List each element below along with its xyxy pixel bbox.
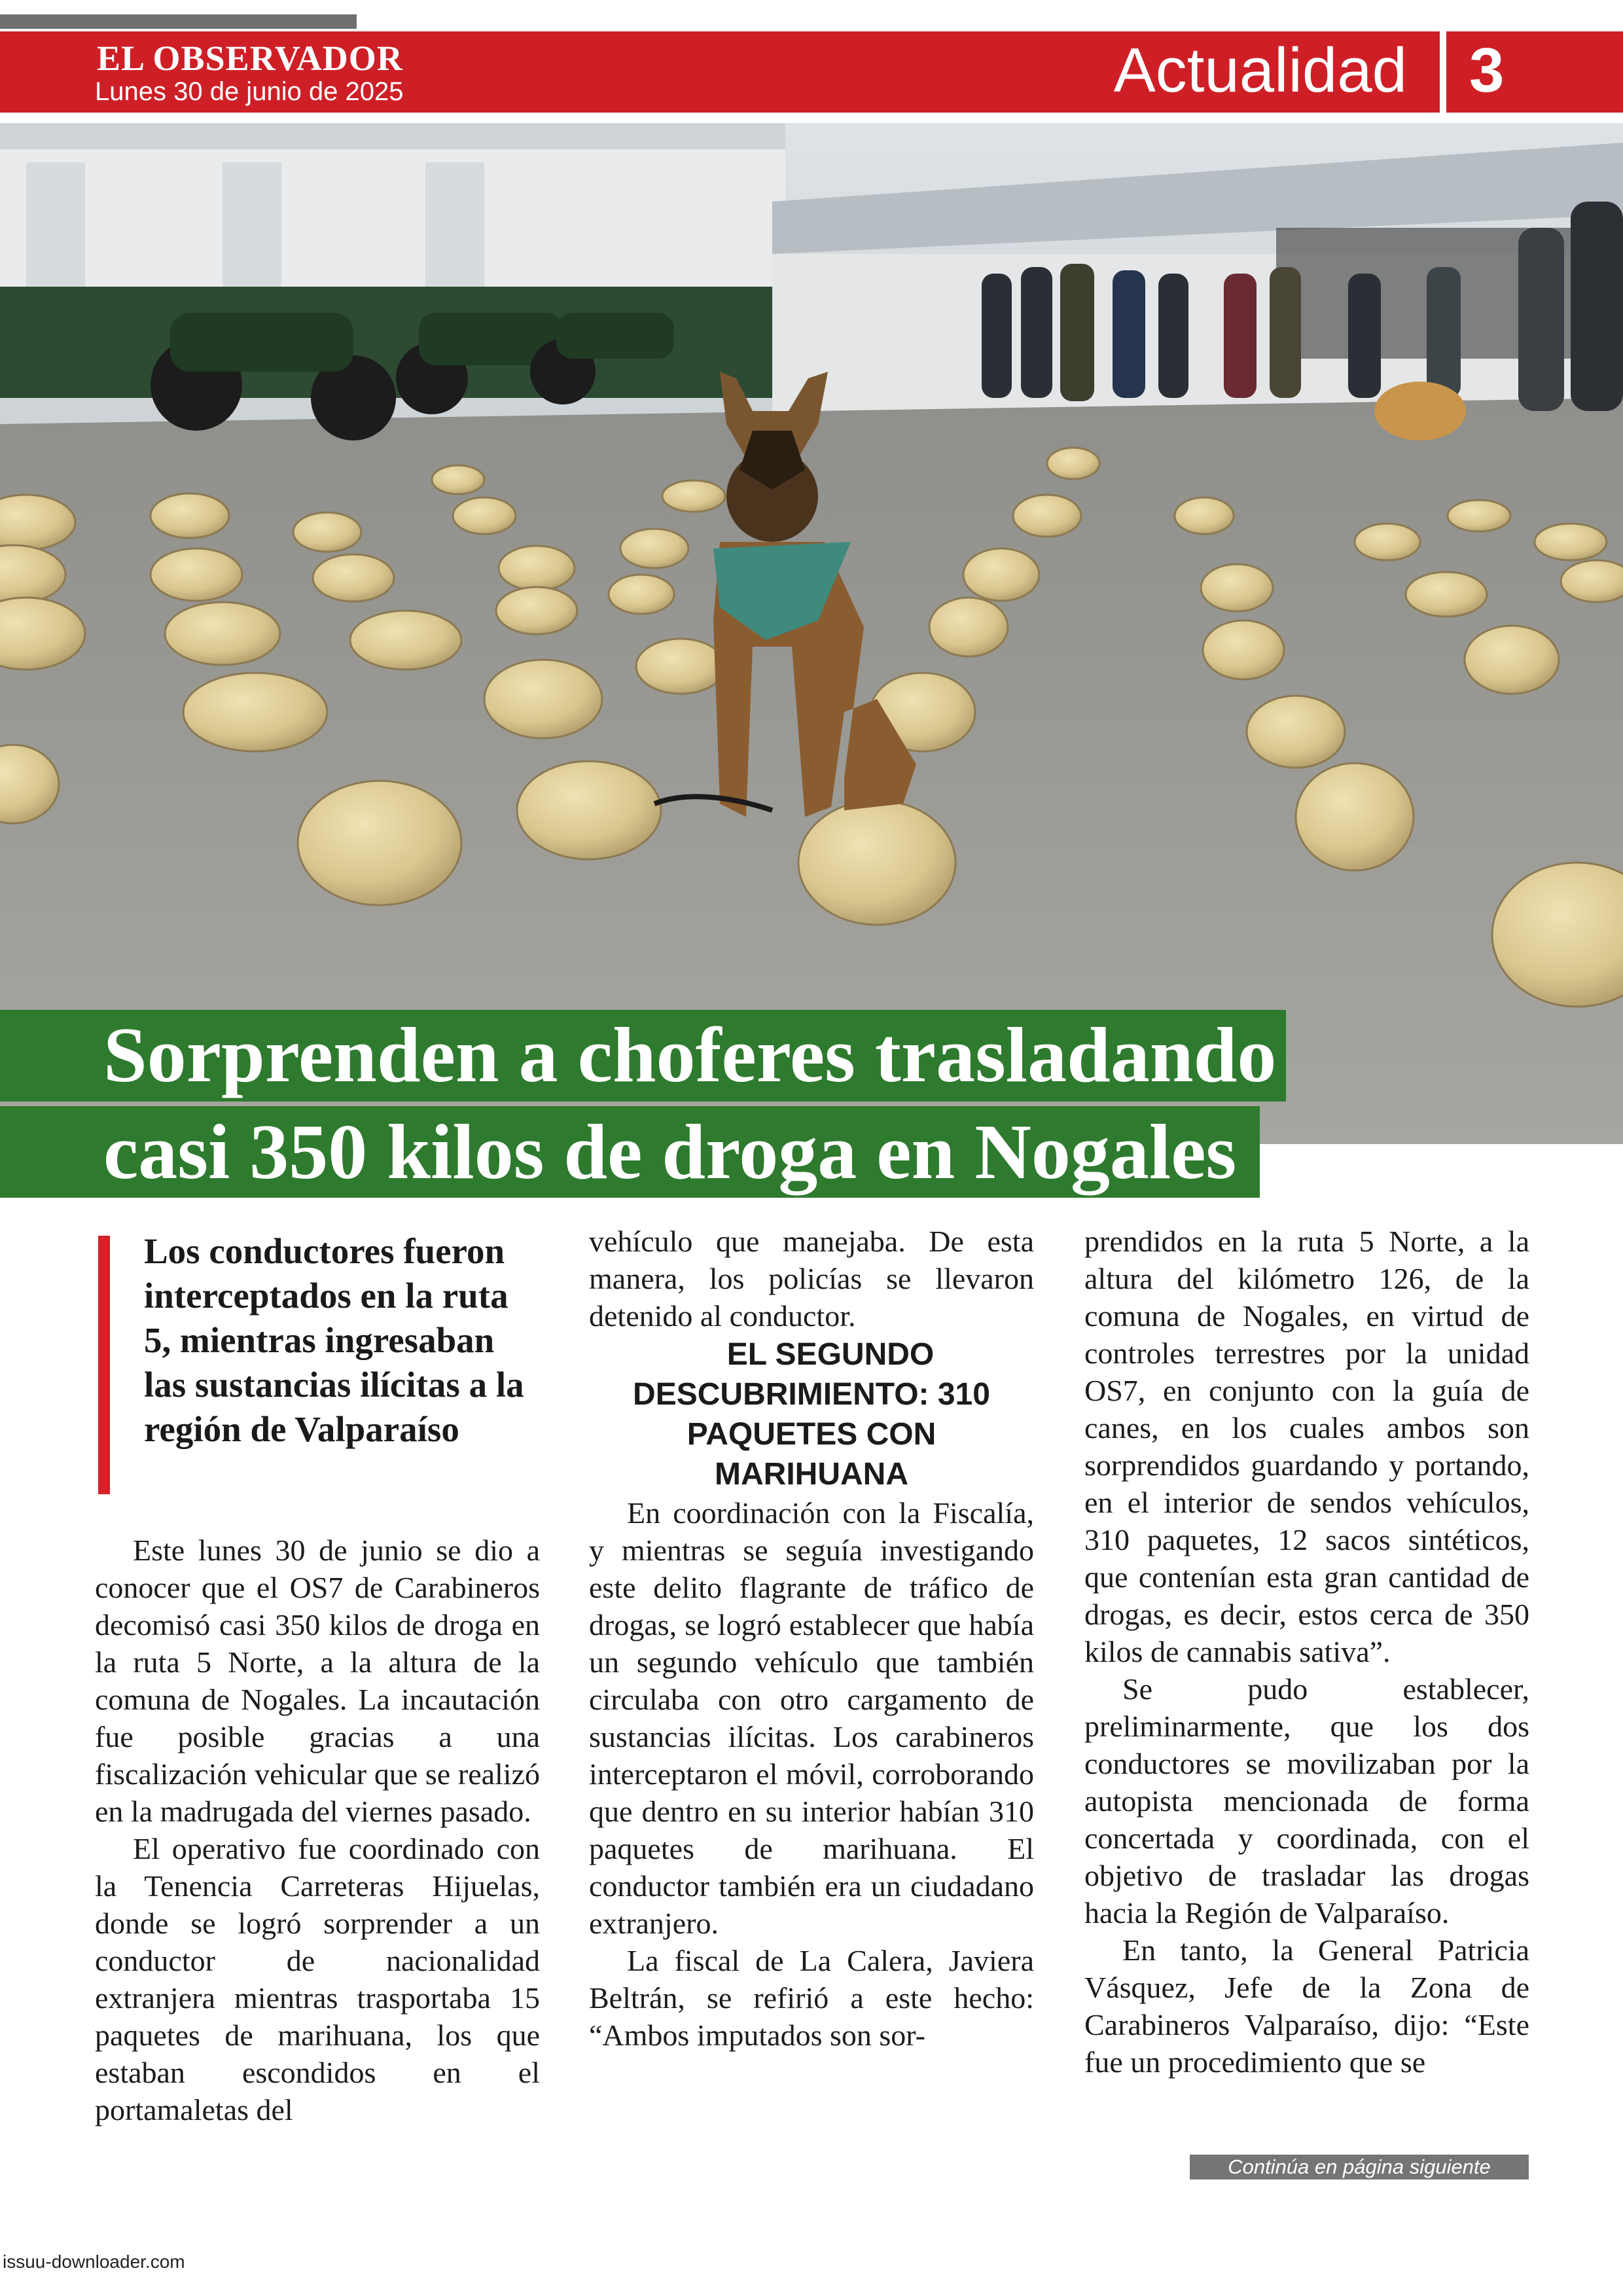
article-column-3	[1084, 1223, 1529, 2081]
issue-date: Lunes 30 de junio de 2025	[95, 77, 404, 106]
headline-line-2: casi 350 kilos de droga en Nogales	[103, 1108, 1237, 1195]
paragraph: prendidos en la ruta 5 Norte, a la altura del kilómetro 126, de la comuna de Nogales, en virtud de controles terrestres por la unidad OS7, en conjunto con la guía de canes, en los cuales ambos son sorprendidos guardando y portando, en el interior de sendos vehículos, 310 paquetes, 12 sacos sintéticos, que contenían esta gran cantidad de drogas, es decir, estos cerca de 350 kilos de cannabis sativa”.	[1084, 1225, 1529, 1668]
section-name: Actualidad	[1113, 35, 1407, 105]
paragraph: Este lunes 30 de junio se dio a conocer que el OS7 de Carabineros decomisó casi 350 kilos de droga en la ruta 5 Norte, a la altura de la comuna de Nogales. La incautación fue posible gracias a una fiscalización vehicular que se realizó en la madrugada del viernes pasado.	[95, 1534, 540, 1828]
article-column-1	[95, 1532, 540, 2128]
lead-summary: Los conductores fueron interceptados en la ruta 5, mientras ingresaban las sustancias ilícitas a la región de Valparaíso	[144, 1231, 524, 1449]
lead-accent-bar	[98, 1236, 110, 1494]
headline	[103, 1007, 1314, 1200]
source-watermark: issuu-downloader.com	[3, 2251, 185, 2272]
news-photo-police-dog-drug-packages	[0, 123, 1623, 1144]
top-rule	[0, 14, 357, 29]
headline-line-1: Sorprenden a choferes trasladando	[103, 1011, 1277, 1098]
paragraph: El operativo fue coordinado con la Tenencia Carreteras Hijuelas, donde se logró sorprender a un conductor de nacionalidad extranjera mientras trasportaba 15 paquetes de marihuana, los que estaban escondidos en el portamaletas del	[95, 1832, 540, 2126]
paragraph: Se pudo establecer, preliminarmente, que los dos conductores se movilizaban por la autopista mencionada de forma concertada y coordinada, con el objetivo de trasladar las drogas hacia la Región de Valparaíso.	[1084, 1672, 1529, 1929]
page-number: 3	[1469, 35, 1505, 105]
masthead	[0, 31, 1623, 113]
continued-next-page-note: Continúa en página siguiente	[1190, 2155, 1529, 2179]
section-divider	[1440, 31, 1446, 113]
paragraph: En tanto, la General Patricia Vásquez, Jefe de la Zona de Carabineros Valparaíso, dijo: “Este fue un procedimiento que se	[1084, 1933, 1529, 2079]
paragraph: La fiscal de La Calera, Javiera Beltrán, se refirió a este hecho: “Ambos imputados son sor-	[589, 1944, 1034, 2052]
article-column-2	[589, 1223, 1034, 2054]
paragraph: vehículo que manejaba. De esta manera, los policías se llevaron detenido al conductor.	[589, 1225, 1034, 1333]
paragraph: En coordinación con la Fiscalía, y mientras se seguía investigando este delito flagrante de tráfico de drogas, se logró establecer que había un segundo vehículo que también circulaba con otro cargamento de sustancias ilícitas. Los carabineros interceptaron el móvil, corroborando que dentro en su interior habían 310 paquetes de marihuana. El conductor también era un ciudadano extranjero.	[589, 1496, 1034, 1940]
newspaper-name: EL OBSERVADOR	[97, 39, 403, 78]
subheading: EL SEGUNDO DESCUBRIMIENTO: 310 PAQUETES CON MARIHUANA	[633, 1337, 990, 1492]
